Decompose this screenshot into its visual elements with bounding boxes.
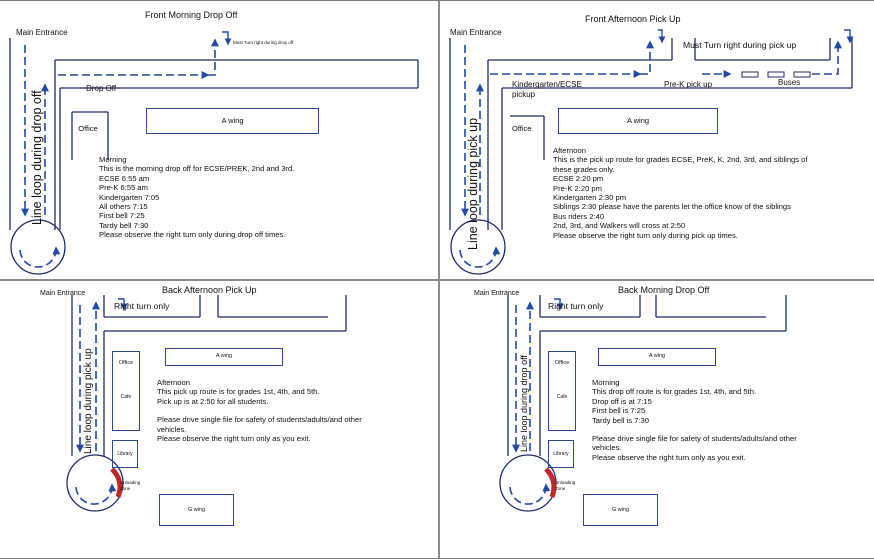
line-loop-label: Line loop during pick up	[83, 348, 94, 454]
g-wing-building	[159, 494, 234, 526]
panel-back-morning-drop-off	[440, 281, 874, 559]
note-line: Tardy bell is 7:30	[592, 415, 649, 425]
a-wing-building	[558, 108, 718, 134]
note-line: Tardy bell 7:30	[99, 220, 149, 230]
drop-off-notes	[99, 155, 294, 240]
right-turn-label: Right turn only	[548, 301, 604, 311]
office-label: Office	[512, 124, 532, 133]
g-wing-label: G wing	[187, 507, 206, 513]
note-line: Afternoon	[553, 146, 586, 155]
horizontal-panel-divider	[0, 279, 874, 281]
note-line: Please observe the right turn only during drop off times.	[99, 230, 286, 240]
note-line: This pick up route is for grades 1st, 4th, and 5th.	[157, 387, 320, 397]
unloading-zone-stripe	[112, 469, 120, 497]
note-line: All others 7:15	[99, 202, 148, 212]
note-line: 2nd, 3rd, and Walkers will cross at 2:50	[553, 221, 686, 231]
library-building	[112, 440, 138, 468]
panel-front-afternoon-pick-up	[440, 0, 874, 279]
line-loop-label: Line loop during pick up	[466, 117, 480, 250]
note-line: Drop off is at 7:15	[592, 396, 652, 406]
prek-pickup-label: Pre-K pick up	[664, 80, 713, 89]
note-line: Kindergarten 7:05	[99, 192, 160, 202]
note-line	[157, 406, 362, 415]
note-line: vehicles.	[592, 443, 622, 453]
note-line: This is the morning drop off for ECSE/PREK, 2nd and 3rd.	[99, 164, 295, 174]
note-line: Please observe the right turn only during pick up times.	[553, 230, 738, 240]
pickup-label: pickup	[512, 90, 536, 99]
kindergarten-ecse-label: Kindergarten/ECSE	[512, 80, 582, 89]
note-line: Siblings 2:30 please have the parents let the office know of the siblings	[553, 202, 791, 212]
must-turn-label: Must Turn right during drop off	[233, 40, 294, 45]
note-line: Please drive single file for safety of students/adults/and other	[592, 434, 797, 444]
note-line: Pre-K 2:20 pm	[553, 183, 602, 193]
note-line: these grades only.	[553, 164, 615, 174]
panel-title: Front Morning Drop Off	[145, 10, 238, 20]
note-line: Morning	[592, 378, 620, 387]
a-wing-label: A wing	[648, 353, 666, 359]
office-label: Office	[554, 360, 570, 366]
pick-up-notes	[553, 146, 808, 240]
note-line: ECSE 6:55 am	[99, 173, 150, 183]
note-line: ECSE 2:20 pm	[553, 174, 604, 184]
panel-title: Back Afternoon Pick Up	[162, 285, 257, 295]
note-line: First bell 7:25	[99, 211, 145, 221]
note-line: Morning	[99, 155, 127, 164]
note-line	[592, 425, 797, 434]
main-entrance-label: Main Entrance	[40, 290, 86, 297]
note-line: Please observe the right turn only as you exit.	[157, 434, 311, 444]
panel-front-morning-drop-off	[0, 0, 438, 279]
note-line: Please drive single file for safety of students/adults/and other	[157, 415, 362, 425]
top-edge	[0, 0, 874, 1]
office-label: Office	[118, 360, 134, 366]
note-line: This is the pick up route for grades ECSE, PreK, K, 2nd, 3rd, and siblings of	[553, 155, 808, 165]
buses-label: Buses	[778, 78, 801, 87]
panel-title: Front Afternoon Pick Up	[585, 14, 681, 24]
office-building	[72, 112, 108, 158]
note-line: Bus riders 2:40	[553, 211, 605, 221]
office-cafe-building	[548, 351, 576, 431]
note-line: Please observe the right turn only as you exit.	[592, 452, 746, 462]
note-line: Pick up is at 2:50 for all students.	[157, 396, 269, 406]
panel-title: Back Morning Drop Off	[618, 285, 710, 295]
pick-up-notes	[157, 378, 362, 443]
note-line: Pre-K 6:55 am	[99, 183, 148, 193]
note-line: Kindergarten 2:30 pm	[553, 193, 627, 203]
office-cafe-building	[112, 351, 140, 431]
cafe-label: Cafe	[556, 394, 568, 400]
right-turn-label: Right turn only	[114, 301, 170, 311]
panel-back-afternoon-pick-up	[0, 281, 438, 559]
note-line: First bell is 7:25	[592, 406, 646, 416]
note-line: This drop off route is for grades 1st, 4th, and 5th.	[592, 387, 757, 397]
drop-off-label: Drop Off	[86, 84, 117, 93]
a-wing-building	[598, 348, 716, 366]
main-entrance-label: Main Entrance	[474, 290, 520, 297]
unloading-zone-label: Unloading Zone	[120, 480, 141, 491]
note-line: Afternoon	[157, 378, 190, 387]
g-wing-building	[583, 494, 658, 526]
library-label: Library	[117, 451, 133, 457]
note-line: vehicles.	[157, 424, 187, 434]
a-wing-label: A wing	[221, 116, 244, 125]
a-wing-building	[165, 348, 283, 366]
a-wing-building	[146, 108, 319, 134]
must-turn-label: Must Turn right during pick up	[683, 40, 797, 50]
unloading-zone-stripe	[546, 469, 554, 497]
g-wing-label: G wing	[611, 507, 630, 513]
drop-off-notes	[592, 378, 797, 462]
library-building	[548, 440, 574, 468]
a-wing-label: A wing	[626, 116, 650, 125]
a-wing-label: A wing	[215, 353, 233, 359]
unloading-zone-label: Unloading Zone	[555, 480, 576, 491]
office-label: Office	[78, 124, 98, 133]
line-loop-label: Line loop during drop off	[519, 355, 529, 452]
library-label: Library	[553, 451, 569, 457]
main-entrance-label: Main Entrance	[450, 28, 502, 37]
line-loop-label: Line loop during drop off	[30, 90, 44, 225]
main-entrance-label: Main Entrance	[16, 28, 68, 37]
cafe-label: Cafe	[120, 394, 132, 400]
